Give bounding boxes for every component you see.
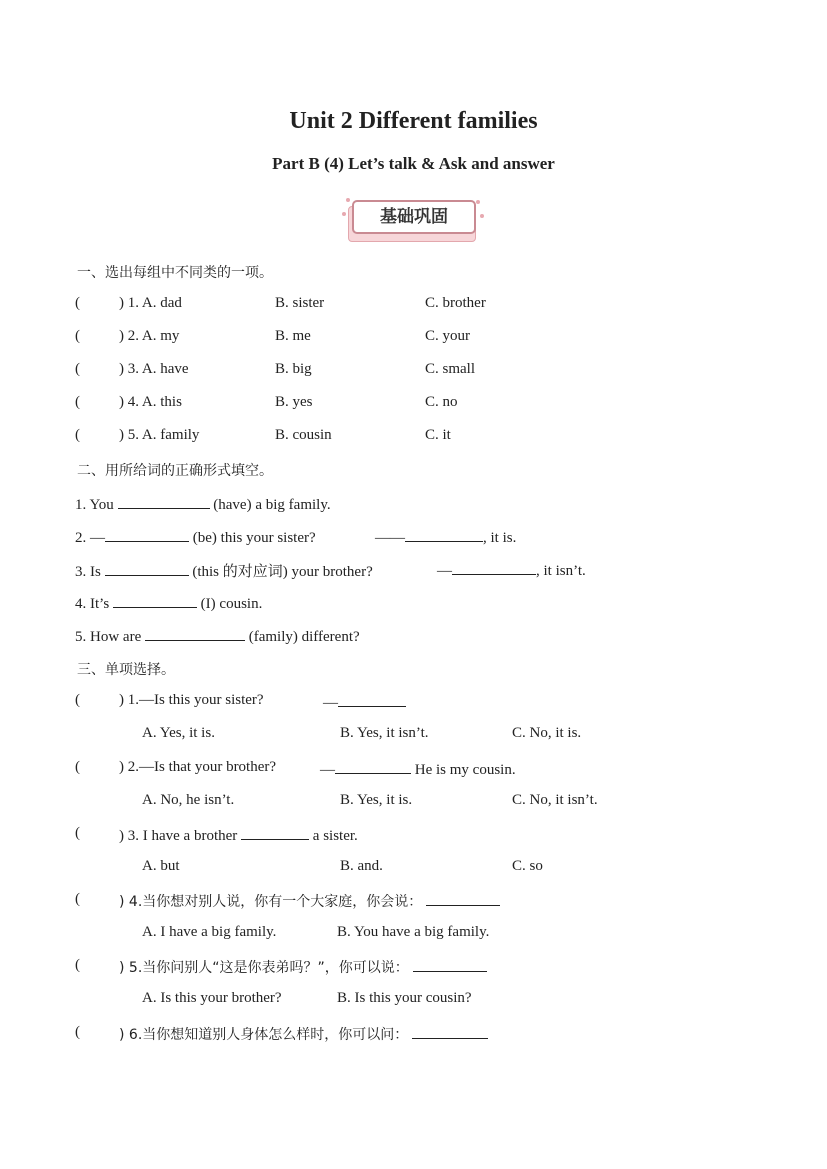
s3-q2-stem: ) 2.—Is that your brother? [119, 759, 277, 775]
answer-paren: ( [75, 394, 80, 410]
s2-q2-mid: (be) this your sister? [192, 530, 316, 546]
s1-q4-option-c: C. no [425, 394, 458, 410]
s2-q2-reply [375, 527, 516, 547]
s3-q2-blank[interactable] [335, 759, 411, 774]
s3-q6-stem: ) 6.当你想知道别人身体怎么样时，你可以问： [119, 1027, 409, 1043]
s2-q4-pre: 4. It’s [75, 596, 110, 612]
s3-q1-option-a: A. Yes, it is. [142, 725, 215, 741]
s1-q2-option-b: B. me [275, 328, 311, 344]
answer-paren: ( [75, 891, 80, 907]
s3-q5-blank[interactable] [413, 957, 487, 972]
s1-q4-option-b: B. yes [275, 394, 313, 410]
s2-q2 [75, 527, 316, 547]
s1-q1-option-a: ) 1. A. dad [119, 295, 182, 311]
s3-q4 [119, 891, 500, 911]
answer-paren: ( [75, 1024, 80, 1040]
s2-q3-reply [437, 560, 586, 580]
s1-q3-option-a: ) 3. A. have [119, 361, 189, 377]
s3-q1-dash: — [323, 695, 338, 711]
section1-heading: 一、选出每组中不同类的一项。 [77, 265, 273, 281]
s3-q5-stem: ) 5.当你问别人“这是你表弟吗？”，你可以说： [119, 960, 409, 976]
s1-q5-option-c: C. it [425, 427, 451, 443]
s3-q2-dash: — [320, 762, 335, 778]
s3-q2-option-c: C. No, it isn’t. [512, 792, 598, 808]
s1-q2-option-c: C. your [425, 328, 470, 344]
s2-q1-post: (have) a big family. [213, 497, 331, 513]
s2-q3-blank-1[interactable] [105, 561, 189, 576]
s3-q2-option-b: B. Yes, it is. [340, 792, 413, 808]
s2-q3 [75, 560, 373, 581]
s3-q6 [119, 1024, 488, 1044]
s2-q4-blank[interactable] [113, 593, 197, 608]
s1-q1-option-b: B. sister [275, 295, 325, 311]
s2-q3-pre: 3. Is [75, 564, 101, 580]
section-badge [346, 198, 480, 244]
s3-q4-stem: ) 4.当你想对别人说，你有一个大家庭，你会说： [119, 894, 423, 910]
badge-dot-icon [346, 198, 350, 202]
s2-q2-post: , it is. [483, 530, 517, 546]
s3-q1-reply [323, 692, 406, 712]
s3-q5 [119, 957, 487, 977]
s1-q5-option-b: B. cousin [275, 427, 332, 443]
s3-q3-tail: a sister. [312, 828, 358, 844]
answer-paren: ( [75, 825, 80, 841]
s2-q5-post: (family) different? [248, 629, 360, 645]
s3-q5-option-a: A. Is this your brother? [142, 990, 282, 1006]
s3-q1-stem: ) 1.—Is this your sister? [119, 692, 264, 708]
badge-label: 基础巩固 [352, 200, 476, 234]
s2-q3-mid: (this 的对应词) your brother? [192, 564, 373, 580]
answer-paren: ( [75, 328, 80, 344]
s2-q2-pre: 2. — [75, 530, 105, 546]
s2-q3-dash: — [437, 563, 452, 579]
s2-q2-blank-2[interactable] [405, 527, 483, 542]
s2-q2-dash: —— [375, 530, 405, 546]
answer-paren: ( [75, 759, 80, 775]
s2-q3-blank-2[interactable] [452, 560, 536, 575]
answer-paren: ( [75, 361, 80, 377]
answer-paren: ( [75, 692, 80, 708]
s3-q3-option-b: B. and. [340, 858, 383, 874]
s2-q5-blank[interactable] [145, 626, 245, 641]
s1-q4-option-a: ) 4. A. this [119, 394, 182, 410]
s1-q3-option-b: B. big [275, 361, 312, 377]
section2-heading: 二、用所给词的正确形式填空。 [77, 463, 273, 479]
answer-paren: ( [75, 295, 80, 311]
s2-q5 [75, 626, 360, 646]
s3-q4-blank[interactable] [426, 891, 500, 906]
s2-q1-blank[interactable] [118, 494, 210, 509]
s3-q3-option-c: C. so [512, 858, 543, 874]
s2-q1 [75, 494, 331, 514]
s2-q4-post: (I) cousin. [200, 596, 263, 612]
s3-q3-stem: ) 3. I have a brother [119, 828, 238, 844]
s3-q2-option-a: A. No, he isn’t. [142, 792, 235, 808]
s1-q1-option-c: C. brother [425, 295, 486, 311]
s3-q3-option-a: A. but [142, 858, 180, 874]
s1-q5-option-a: ) 5. A. family [119, 427, 200, 443]
s3-q1-option-b: B. Yes, it isn’t. [340, 725, 429, 741]
badge-dot-icon [342, 212, 346, 216]
s3-q1-option-c: C. No, it is. [512, 725, 582, 741]
section3-heading: 三、单项选择。 [77, 662, 175, 678]
s3-q2-reply [320, 759, 516, 779]
s3-q2-tail: He is my cousin. [414, 762, 516, 778]
s2-q5-pre: 5. How are [75, 629, 142, 645]
badge-dot-icon [476, 200, 480, 204]
s3-q6-blank[interactable] [412, 1024, 488, 1039]
s1-q3-option-c: C. small [425, 361, 476, 377]
s3-q5-option-b: B. Is this your cousin? [337, 990, 472, 1006]
answer-paren: ( [75, 427, 80, 443]
s1-q2-option-a: ) 2. A. my [119, 328, 180, 344]
answer-paren: ( [75, 957, 80, 973]
s2-q1-pre: 1. You [75, 497, 114, 513]
s2-q4 [75, 593, 262, 613]
badge-dot-icon [480, 214, 484, 218]
s2-q3-post: , it isn’t. [536, 563, 586, 579]
page-title: Unit 2 Different families [289, 108, 538, 134]
s3-q4-option-a: A. I have a big family. [142, 924, 277, 940]
s2-q2-blank-1[interactable] [105, 527, 189, 542]
s3-q3 [119, 825, 358, 845]
s3-q3-blank[interactable] [241, 825, 309, 840]
s3-q4-option-b: B. You have a big family. [337, 924, 490, 940]
page-subtitle: Part B (4) Let’s talk & Ask and answer [272, 154, 555, 173]
s3-q1-blank[interactable] [338, 692, 406, 707]
